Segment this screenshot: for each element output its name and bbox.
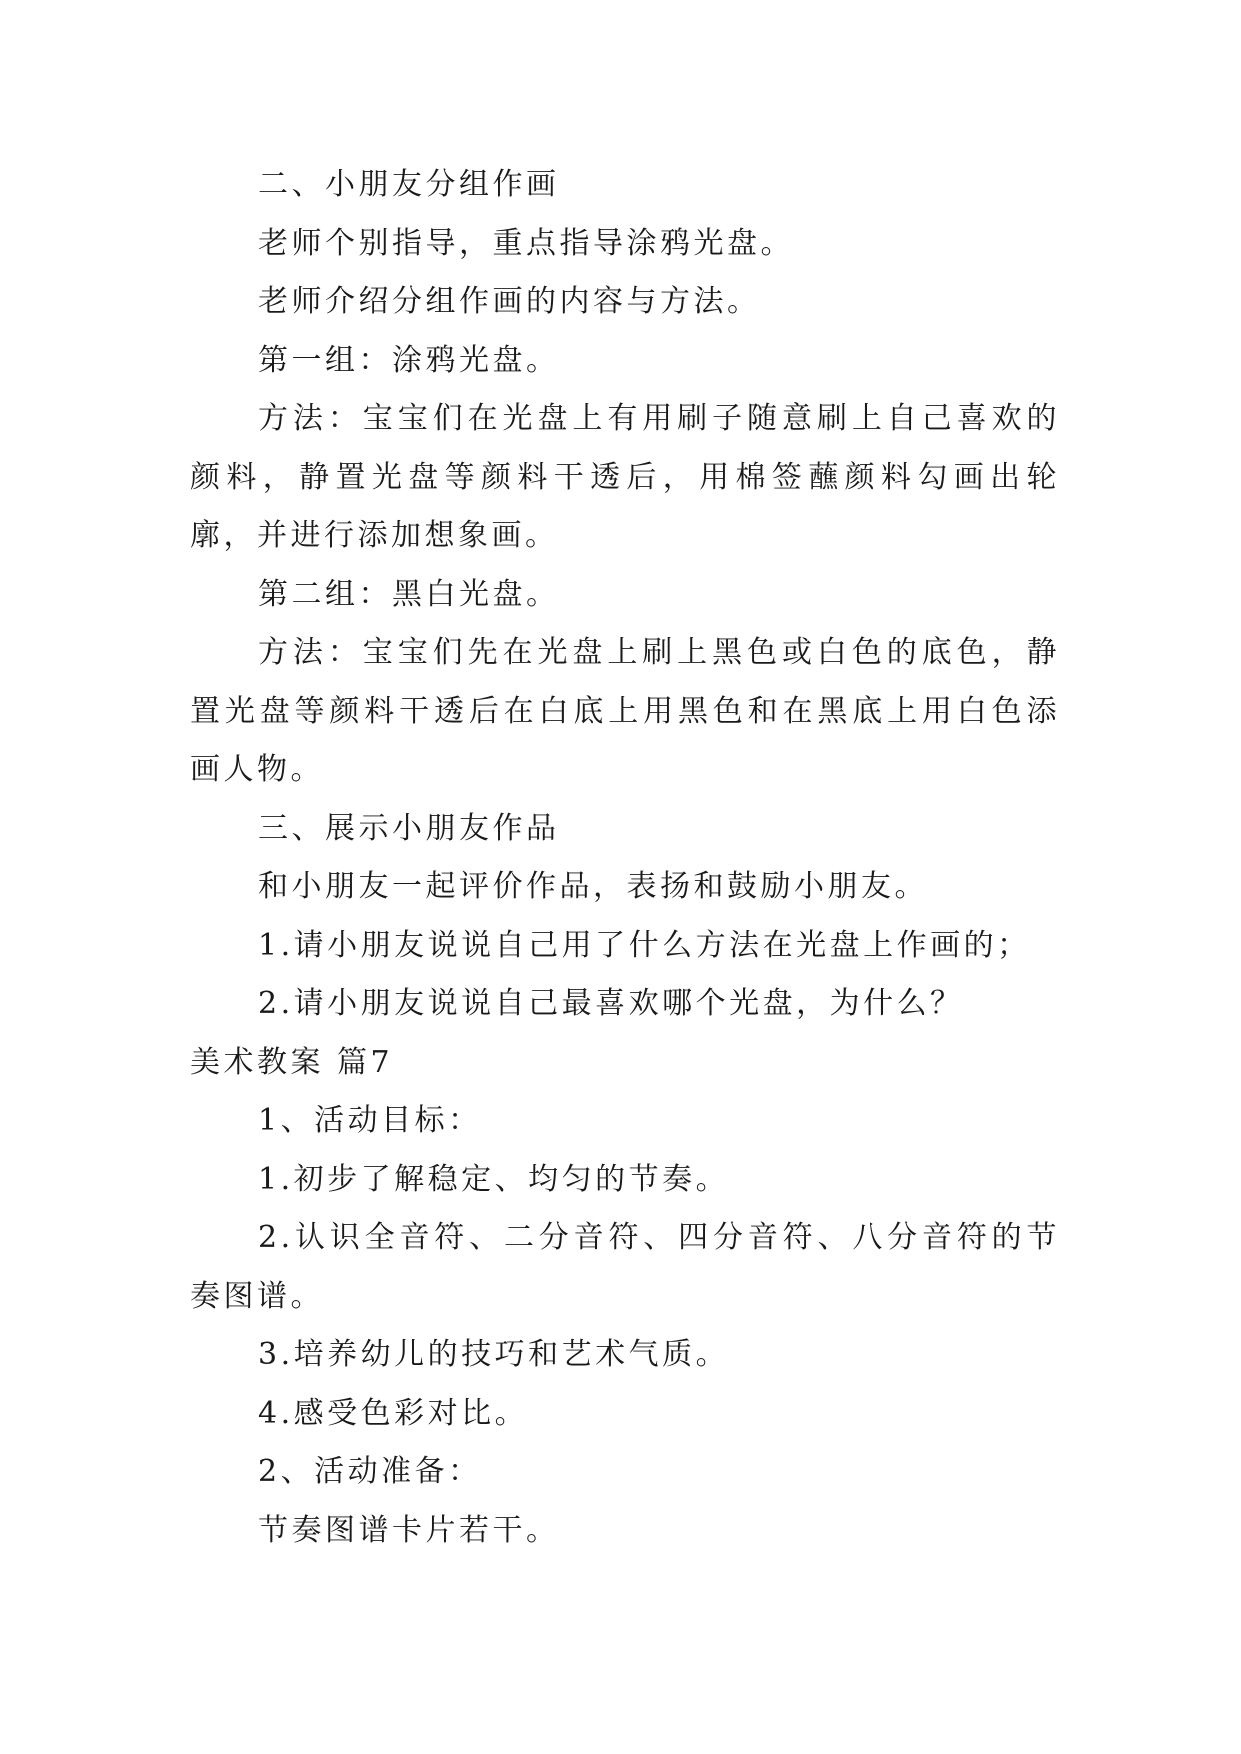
paragraph-question-one: 1.请小朋友说说自己用了什么方法在光盘上作画的； [258, 927, 1031, 963]
section-title-lesson-seven: 美术教案 篇7 [190, 1044, 394, 1080]
paragraph-goal-two: 2.认识全音符、二分音符、四分音符、八分音符的节奏图谱。 [190, 1220, 1060, 1314]
paragraph-teacher-intro: 老师介绍分组作画的内容与方法。 [258, 284, 761, 319]
paragraph-section-two-heading: 二、小朋友分组作画 [258, 167, 560, 202]
paragraph-goal-one: 1.初步了解稳定、均匀的节奏。 [258, 1161, 730, 1197]
paragraph-group-two-method: 方法：宝宝们先在光盘上刷上黑色或白色的底色，静置光盘等颜料干透后在白底上用黑色和在黑底上用白色添画人物。 [190, 635, 1060, 787]
paragraph-evaluate-works: 和小朋友一起评价作品，表扬和鼓励小朋友。 [258, 869, 928, 904]
paragraph-goal-three: 3.培养幼儿的技巧和艺术气质。 [258, 1337, 730, 1372]
paragraph-group-two: 第二组：黑白光盘。 [258, 576, 560, 612]
paragraph-group-one-method: 方法：宝宝们在光盘上有用刷子随意刷上自己喜欢的颜料，静置光盘等颜料干透后，用棉签蘸颜料勾画出轮廓，并进行添加想象画。 [190, 401, 1060, 553]
paragraph-goal-four: 4.感受色彩对比。 [258, 1395, 529, 1431]
paragraph-question-two: 2.请小朋友说说自己最喜欢哪个光盘，为什么？ [258, 986, 964, 1021]
paragraph-teacher-guidance: 老师个别指导，重点指导涂鸦光盘。 [258, 225, 794, 261]
document-body [190, 156, 1060, 1560]
paragraph-activity-prep-heading: 2、活动准备： [258, 1454, 482, 1489]
paragraph-activity-goals-heading: 1、活动目标： [258, 1103, 482, 1138]
paragraph-prep-materials: 节奏图谱卡片若干。 [258, 1512, 560, 1548]
paragraph-section-three-heading: 三、展示小朋友作品 [258, 810, 560, 846]
paragraph-group-one: 第一组：涂鸦光盘。 [258, 342, 560, 378]
